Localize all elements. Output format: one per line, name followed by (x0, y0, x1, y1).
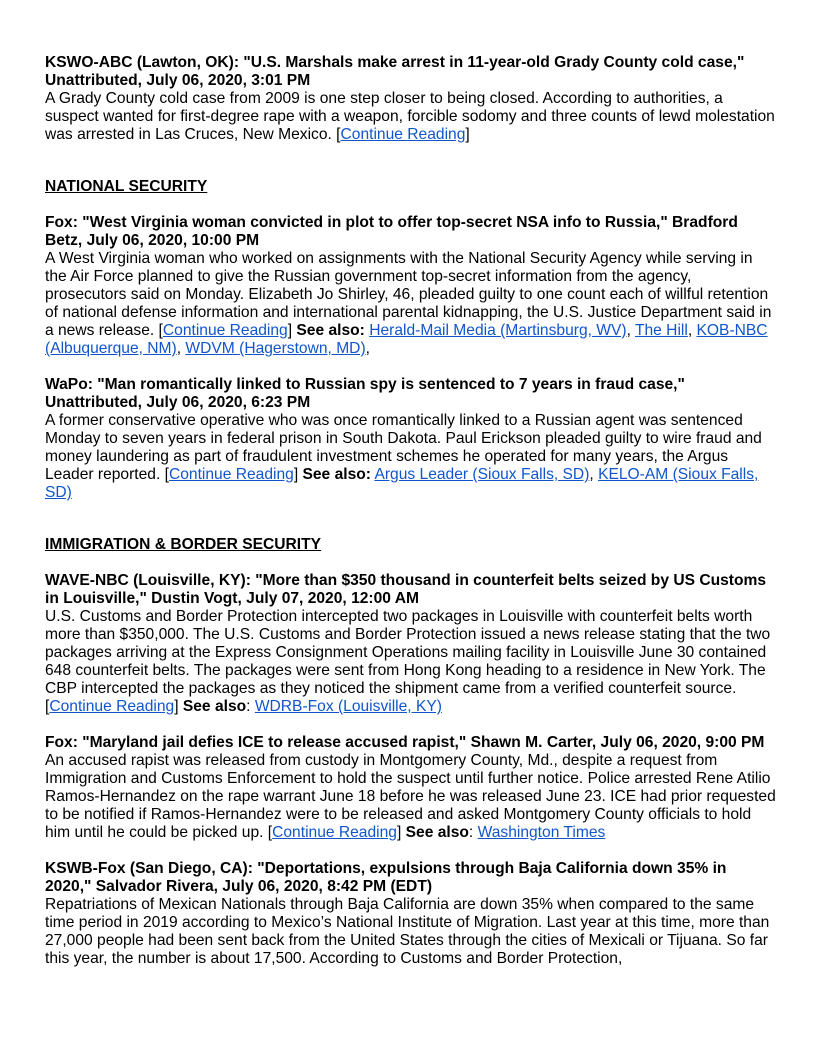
article-title: Fox: "Maryland jail defies ICE to release accused rapist," Shawn M. Carter, July 06, 2020, 9:00 PM (45, 734, 765, 751)
article-body (45, 896, 777, 968)
article-title: KSWO-ABC (Lawton, OK): "U.S. Marshals make arrest in 11-year-old Grady County cold case," Unattributed, July 06, 2020, 3:01 PM (45, 54, 745, 89)
article-body (45, 90, 777, 144)
see-also-link[interactable]: Washington Times (477, 824, 606, 841)
article (45, 860, 777, 968)
body-text: , (626, 322, 635, 339)
see-also-link[interactable]: Argus Leader (Sioux Falls, SD) (374, 466, 590, 483)
body-text: ] (465, 126, 470, 143)
continue-reading-link[interactable]: Continue Reading (340, 126, 466, 143)
article-title: Fox: "West Virginia woman convicted in plot to offer top-secret NSA info to Russia," Bradford Betz, July 06, 2020, 10:00 PM (45, 214, 738, 249)
body-text: , (176, 340, 186, 357)
article-body (45, 412, 777, 502)
body-text: , (589, 466, 599, 483)
continue-reading-link[interactable]: Continue Reading (168, 466, 294, 483)
see-also-link[interactable]: WDRB-Fox (Louisville, KY) (254, 698, 442, 715)
body-text: A Grady County cold case from 2009 is one step closer to being closed. According to authorities, a suspect wanted for first-degree rape with a weapon, forcible sodomy and three counts of lewd molestation was arrested in Las Cruces, New Mexico. [ (45, 90, 775, 143)
body-text: : (246, 698, 255, 715)
body-text: , (687, 322, 697, 339)
article-title: KSWB-Fox (San Diego, CA): "Deportations, expulsions through Baja California down 35% in 2020," Salvador Rivera, July 06, 2020, 8:42 PM (EDT) (45, 860, 727, 895)
body-text: , (365, 340, 370, 357)
see-also-label: See also: (296, 322, 365, 339)
article-body (45, 250, 777, 358)
article (45, 572, 777, 716)
body-text: ] (287, 322, 297, 339)
body-text: ] (396, 824, 406, 841)
section-heading: NATIONAL SECURITY (45, 178, 208, 195)
see-also-link[interactable]: KOB-NBC (Albuquerque, NM) (45, 322, 768, 357)
document-page (45, 54, 777, 986)
article (45, 54, 777, 144)
article-title: WaPo: "Man romantically linked to Russian spy is sentenced to 7 years in fraud case," Unattributed, July 06, 2020, 6:23 PM (45, 376, 685, 411)
article-body (45, 752, 777, 842)
see-also-label: See also (405, 824, 469, 841)
see-also-link[interactable]: Herald-Mail Media (Martinsburg, WV) (369, 322, 627, 339)
body-text: : (468, 824, 478, 841)
body-text: A West Virginia woman who worked on assignments with the National Security Agency while serving in the Air Force planned to give the Russian government top-secret information from the agency, prosecutors said on Monday. Elizabeth Jo Shirley, 46, pleaded guilty to one count each of willful retention of national defense information and international parental kidnapping, the U.S. Justice Department said in a news release. [ (45, 250, 772, 339)
see-also-link[interactable]: KELO-AM (Sioux Falls, SD) (45, 466, 759, 501)
article-body (45, 608, 777, 716)
article (45, 376, 777, 502)
continue-reading-link[interactable]: Continue Reading (162, 322, 288, 339)
see-also-label: See also: (302, 466, 371, 483)
body-text: U.S. Customs and Border Protection intercepted two packages in Louisville with counterfeit belts worth more than $350,000. The U.S. Customs and Border Protection issued a news release stating that the two packages arriving at the Express Consignment Operations mailing facility in Louisville June 30 contained 648 counterfeit belts. The packages were sent from Hong Kong heading to a residence in New York. The CBP intercepted the packages as they noticed the shipment came from a verified counterfeit source. [ (45, 608, 771, 715)
continue-reading-link[interactable]: Continue Reading (272, 824, 397, 841)
body-text: An accused rapist was released from custody in Montgomery County, Md., despite a request from Immigration and Customs Enforcement to hold the suspect until further notice. Police arrested Rene Atilio Ramos-Hernandez on the rape warrant June 18 before he was released June 23. ICE had prior requested to be notified if Ramos-Hernandez were to be released and asked Montgomery County officials to hold him until he could be picked up. [ (45, 752, 776, 841)
body-text: A former conservative operative who was once romantically linked to a Russian agent was sentenced Monday to seven years in federal prison in South Dakota. Paul Erickson pleaded guilty to wire fraud and money laundering as part of fraudulent investment schemes he operated for many years, the Argus Leader reported. [ (45, 412, 762, 483)
body-text: Repatriations of Mexican Nationals through Baja California are down 35% when compared to the same time period in 2019 according to Mexico’s National Institute of Migration. Last year at this time, more than 27,000 people had been sent back from the United States through the cities of Mexicali or Tijuana. So far this year, the number is about 17,500. According to Customs and Border Protection, (45, 896, 770, 967)
body-text: ] (174, 698, 183, 715)
article (45, 734, 777, 842)
article (45, 214, 777, 358)
section-heading: IMMIGRATION & BORDER SECURITY (45, 536, 322, 553)
see-also-label: See also (182, 698, 247, 715)
see-also-link[interactable]: The Hill (634, 322, 688, 339)
body-text: ] (293, 466, 303, 483)
continue-reading-link[interactable]: Continue Reading (49, 698, 175, 715)
article-title: WAVE-NBC (Louisville, KY): "More than $350 thousand in counterfeit belts seized by US Customs in Louisville," Dustin Vogt, July 07, 2020, 12:00 AM (45, 572, 767, 607)
see-also-link[interactable]: WDVM (Hagerstown, MD) (185, 340, 366, 357)
